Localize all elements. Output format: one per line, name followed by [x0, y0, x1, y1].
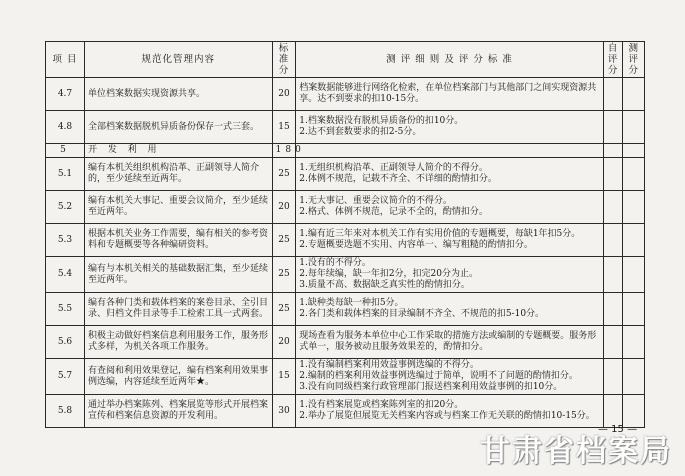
item-content: 编有本机关组织机构沿革、正副领导人简介的，至少延续至近两年。 [84, 158, 272, 191]
item-standard-score: 15 [272, 111, 296, 144]
item-criteria [296, 144, 604, 158]
item-self-score [603, 158, 622, 191]
item-eval-score [623, 144, 645, 158]
item-self-score [603, 111, 622, 144]
item-criteria: 1.无大事记、重要会议简介的不得分。 2.格式、体例不规范，记录不全的，酌情扣分。 [296, 191, 604, 224]
item-criteria: 1.编有近三年来对本机关工作有实用价值的专题概要，每缺1年扣5分。 2.专题概要选题不实用、内容单一、编写粗糙的酌情扣分。 [296, 224, 604, 257]
item-number: 4.8 [46, 111, 85, 144]
table-row [46, 257, 645, 293]
item-eval-score [623, 158, 645, 191]
table-row [46, 224, 645, 257]
item-number: 5.6 [46, 326, 85, 359]
item-self-score [603, 78, 622, 111]
item-standard-score: 25 [272, 257, 296, 293]
item-standard-score: 30 [272, 395, 296, 428]
item-criteria: 1.无组织机构沿革、正副领导人简介的不得分。 2.体例不规范，记载不齐全、不详细的酌情扣分。 [296, 158, 604, 191]
item-eval-score [623, 359, 645, 395]
table-row [46, 111, 645, 144]
item-standard-score: 20 [272, 326, 296, 359]
item-number: 5.2 [46, 191, 85, 224]
item-content: 有查阅和利用效果登记，编有档案利用效果事例选编，内容延续至近两年★。 [84, 359, 272, 395]
item-standard-score: 25 [272, 293, 296, 326]
header-criteria: 测 评 细 则 及 评 分 标 准 [296, 42, 604, 78]
watermark-text: 甘肃省档案局 [480, 434, 672, 469]
evaluation-table [45, 41, 645, 428]
item-eval-score [623, 257, 645, 293]
item-eval-score [623, 78, 645, 111]
item-number: 5.7 [46, 359, 85, 395]
item-content: 编有与本机关相关的基础数据汇集，至少延续至近两年。 [84, 257, 272, 293]
item-self-score [603, 257, 622, 293]
item-self-score [603, 191, 622, 224]
item-criteria: 现场查看为服务本单位中心工作采取的措施方法或编制的专题概要。服务形式单一，服务被动且服务效果差的，酌情扣分。 [296, 326, 604, 359]
item-criteria: 1.档案数据没有脱机异质备份的扣10分。 2.达不到套数要求的扣2-5分。 [296, 111, 604, 144]
item-number: 5.8 [46, 395, 85, 428]
item-number: 5 [46, 144, 85, 158]
item-standard-score: 25 [272, 158, 296, 191]
item-number: 5.4 [46, 257, 85, 293]
table-row [46, 395, 645, 428]
header-self-score: 自评分 [603, 42, 622, 78]
item-standard-score: 20 [272, 78, 296, 111]
table-row [46, 158, 645, 191]
item-criteria: 档案数据能够进行网络化检索，在单位档案部门与其他部门之间实现资源共享。达不到要求的扣10-15分。 [296, 78, 604, 111]
item-content: 开 发 利 用 [84, 144, 272, 158]
item-criteria: 1.没有档案展览或档案陈列室的扣20分。 2.举办了展览但展览无关档案内容或与档案工作无关联的酌情扣10-15分。 [296, 395, 604, 428]
item-eval-score [623, 224, 645, 257]
table-row [46, 326, 645, 359]
item-standard-score: 180 [272, 144, 296, 158]
table-row [46, 293, 645, 326]
item-content: 单位档案数据实现资源共享。 [84, 78, 272, 111]
item-self-score [603, 224, 622, 257]
item-standard-score: 25 [272, 224, 296, 257]
item-criteria: 1.没有编制档案利用效益事例选编的不得分。 2.编制的档案利用效益事例选编过于简单，说明不了问题的酌情扣分。 3.没有向同级档案行政管理部门报送档案利用效益事例的扣10分。 [296, 359, 604, 395]
item-content: 积极主动做好档案信息利用服务工作，服务形式多样，为机关各项工作服务。 [84, 326, 272, 359]
table-row [46, 191, 645, 224]
item-content: 编有本机关大事记、重要会议简介，至少延续至近两年。 [84, 191, 272, 224]
header-eval-score: 测评分 [623, 42, 645, 78]
item-standard-score: 20 [272, 191, 296, 224]
item-eval-score [623, 111, 645, 144]
item-eval-score [623, 395, 645, 428]
item-self-score [603, 326, 622, 359]
item-number: 4.7 [46, 78, 85, 111]
table-row [46, 359, 645, 395]
header-score: 标准分 [272, 42, 296, 78]
header-item-no: 项 目 [46, 42, 85, 78]
item-self-score [603, 293, 622, 326]
item-self-score [603, 395, 622, 428]
item-number: 5.3 [46, 224, 85, 257]
item-eval-score [623, 293, 645, 326]
item-self-score [603, 359, 622, 395]
item-content: 根据本机关业务工作需要，编有相关的参考资料和专题概要等各种编研资料。 [84, 224, 272, 257]
item-standard-score: 15 [272, 359, 296, 395]
item-number: 5.1 [46, 158, 85, 191]
item-content: 编有各种门类和载体档案的案卷目录、全引目录、归档文件目录等手工检索工具一式两套。 [84, 293, 272, 326]
item-eval-score [623, 326, 645, 359]
table-row [46, 78, 645, 111]
item-criteria: 1.缺种类每缺一种扣5分。 2.各门类和载体档案的目录编制不齐全、不规范的扣5-10分。 [296, 293, 604, 326]
item-eval-score [623, 191, 645, 224]
item-content: 通过举办档案陈列、档案展览等形式开展档案宣传和档案信息资源的开发利用。 [84, 395, 272, 428]
table-header-row [46, 42, 645, 78]
header-content: 规范化管理内容 [84, 42, 272, 78]
item-content: 全部档案数据脱机异质备份保存一式三套。 [84, 111, 272, 144]
item-criteria: 1.没有的不得分。 2.每年续编，缺一年扣2分，扣完20分为止。 3.质量不高、数据缺乏真实性的酌情扣分。 [296, 257, 604, 293]
item-number: 5.5 [46, 293, 85, 326]
page-number: — 15 — [598, 424, 638, 435]
section-row [46, 144, 645, 158]
item-self-score [603, 144, 622, 158]
